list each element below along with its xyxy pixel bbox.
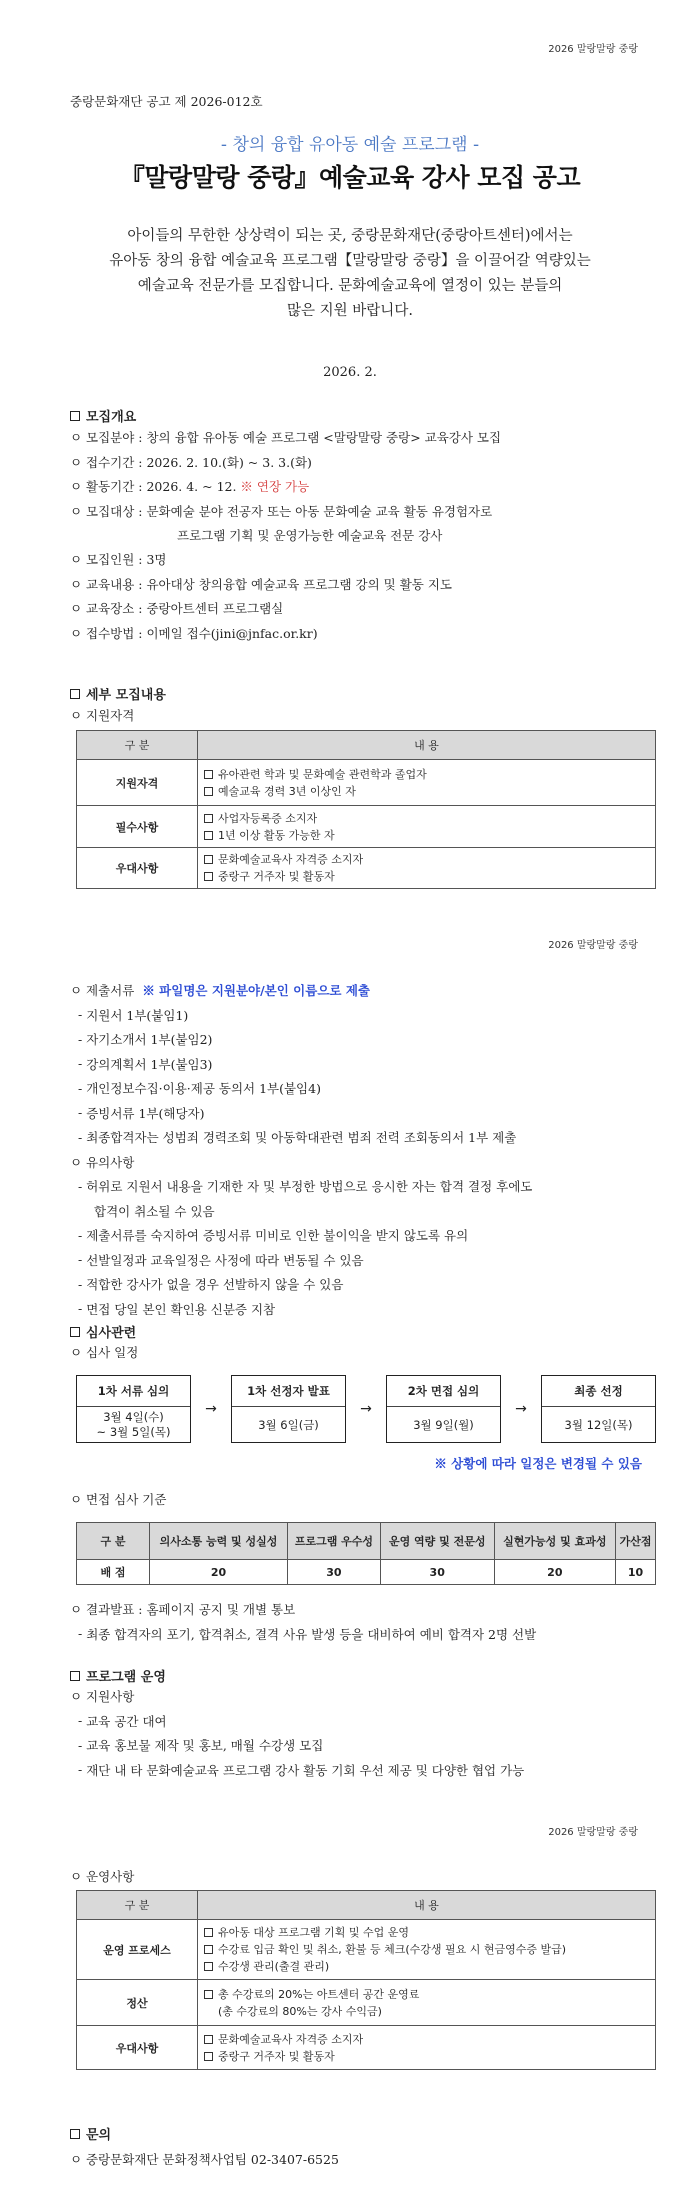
schedule-step: 1차 선정자 발표 3월 6일(금) (231, 1375, 346, 1443)
header-tag: 2026 말랑말랑 중랑 (548, 1827, 638, 1838)
operation-label: ㅇ 운영사항 (70, 1869, 135, 1884)
list-item: ㅇ 결과발표 : 홈페이지 공지 및 개별 통보 (70, 1602, 296, 1618)
list-item: - 자기소개서 1부(붙임2) (78, 1031, 213, 1048)
intro-line: 아이들의 무한한 상상력이 되는 곳, 중랑문화재단(중랑아트센터)에서는 (127, 228, 573, 244)
table-row: 정산 총 수강료의 20%는 아트센터 공간 운영료 (총 수강료의 80%는 강사 수익금) (77, 1980, 656, 2026)
list-item: - 적합한 강사가 없을 경우 선발하지 않을 수 있음 (78, 1276, 344, 1293)
extension-note: ※ 연장 가능 (240, 479, 310, 495)
list-item: - 최종합격자는 성범죄 경력조회 및 아동학대관련 범죄 전력 조회동의서 1부 제출 (78, 1129, 517, 1146)
table-row: 필수사항 사업자등록증 소지자 1년 이상 활동 가능한 자 (77, 806, 656, 848)
list-item: ㅇ 접수방법 : 이메일 접수(jini@jnfac.or.kr) (70, 625, 318, 641)
list-item: - 개인정보수집·이용·제공 동의서 1부(붙임4) (78, 1080, 321, 1097)
checkbox-square-icon (204, 1962, 213, 1971)
square-bullet-icon (70, 2129, 80, 2139)
list-item-continuation: 프로그램 기획 및 운영가능한 예술교육 전문 강사 (177, 528, 443, 543)
notice-number: 중랑문화재단 공고 제 2026-012호 (70, 94, 263, 109)
checkbox-square-icon (204, 770, 213, 779)
result-list (70, 1597, 650, 1646)
qualification-label: ㅇ 지원자격 (70, 708, 135, 723)
schedule-step: 1차 서류 심의 3월 4일(수) ~ 3월 5일(목) (76, 1375, 191, 1443)
list-item: ㅇ 활동기간 : 2026. 4. ~ 12. ※ 연장 가능 (70, 479, 310, 495)
list-item: ㅇ 교육장소 : 중랑아트센터 프로그램실 (70, 601, 284, 617)
arrow-right-icon: → (515, 1401, 527, 1417)
schedule-change-note: ※ 상황에 따라 일정은 변경될 수 있음 (434, 1456, 642, 1471)
schedule-step: 최종 선정 3월 12일(목) (541, 1375, 656, 1443)
filename-notice: ※ 파일명은 지원분야/본인 이름으로 제출 (142, 983, 370, 999)
list-item: ㅇ 모집인원 : 3명 (70, 552, 167, 568)
table-row: 지원자격 유아관련 학과 및 문화예술 관련학과 졸업자 예술교육 경력 3년 이상인 자 (77, 760, 656, 806)
list-item: - 선발일정과 교육일정은 사정에 따라 변동될 수 있음 (78, 1252, 364, 1268)
table-row: 배 점 20 30 30 20 10 (77, 1560, 656, 1585)
review-schedule-flow (76, 1375, 656, 1445)
contact-info: ㅇ 중랑문화재단 문화정책사업팀 02-3407-6525 (70, 2152, 339, 2167)
section-operation-heading: 프로그램 운영 (70, 1666, 166, 1685)
square-bullet-icon (70, 1327, 80, 1337)
support-list (70, 1684, 650, 1782)
list-item: ㅇ 모집분야 : 창의 융합 유아동 예술 프로그램 <말랑말랑 중랑> 교육강사 모집 (70, 430, 502, 446)
list-item: ㅇ 제출서류 ※ 파일명은 지원분야/본인 이름으로 제출 (70, 983, 370, 999)
list-item: ㅇ 유의사항 (70, 1154, 135, 1170)
list-item: - 강의계획서 1부(붙임3) (78, 1056, 213, 1072)
checkbox-square-icon (204, 831, 213, 840)
section-review-heading: 심사관련 (70, 1322, 136, 1341)
subtitle: - 창의 융합 유아동 예술 프로그램 - (220, 135, 480, 155)
list-item: ㅇ 교육내용 : 유아대상 창의융합 예술교육 프로그램 강의 및 활동 지도 (70, 576, 452, 592)
list-item: - 재단 내 타 문화예술교육 프로그램 강사 활동 기회 우선 제공 및 다양한 협업 가능 (78, 1762, 525, 1778)
square-bullet-icon (70, 1671, 80, 1681)
list-item: ㅇ 지원사항 (70, 1689, 135, 1705)
overview-list (70, 425, 650, 645)
checkbox-square-icon (204, 1990, 213, 1999)
documents-list (70, 978, 650, 1321)
list-item: - 교육 홍보물 제작 및 홍보, 매월 수강생 모집 (78, 1737, 324, 1754)
checkbox-square-icon (204, 1928, 213, 1937)
list-item: - 최종 합격자의 포기, 합격취소, 결격 사유 발생 등을 대비하여 예비 합격자 2명 선발 (78, 1626, 537, 1642)
list-item: ㅇ 모집대상 : 문화예술 분야 전공자 또는 아동 문화예술 교육 활동 유경험자로 (70, 503, 493, 519)
arrow-right-icon: → (360, 1401, 372, 1417)
table-row: 운영 프로세스 유아동 대상 프로그램 기획 및 수업 운영 수강료 입금 확인 및 취소, 환불 등 체크(수강생 필요 시 현금영수증 발급) 수강생 관리(출결 관리) (77, 1920, 656, 1980)
checkbox-square-icon (204, 787, 213, 796)
checkbox-square-icon (204, 855, 213, 864)
checkbox-square-icon (204, 1945, 213, 1954)
table-row: 우대사항 문화예술교육사 자격증 소지자 중랑구 거주자 및 활동자 (77, 2026, 656, 2070)
checkbox-square-icon (204, 872, 213, 881)
checkbox-square-icon (204, 2035, 213, 2044)
section-contact-heading: 문의 (70, 2124, 111, 2143)
list-item: - 증빙서류 1부(해당자) (78, 1105, 205, 1121)
list-item: - 제출서류를 숙지하여 증빙서류 미비로 인한 불이익을 받지 않도록 유의 (78, 1227, 469, 1244)
criteria-label: ㅇ 면접 심사 기준 (70, 1492, 167, 1507)
notice-date: 2026. 2. (323, 365, 377, 380)
operation-table: 구 분 내 용 운영 프로세스 유아동 대상 프로그램 기획 및 수업 운영 수강료 입금 확인 및 취소, 환불 등 체크(수강생 필요 시 현금영수증 발급) 수강생 관리(출결 관리) 정산 총 수강료의 20%는 아트센터 공간 운영료 (총 수강료의 80%는 강사 수익금) 우대사항 문화예술교육사 자격증 소지자 중랑구 거주자 및 활동자 (76, 1890, 656, 2070)
square-bullet-icon (70, 411, 80, 421)
list-item-continuation: 합격이 취소될 수 있음 (94, 1203, 215, 1219)
list-item: - 지원서 1부(붙임1) (78, 1007, 189, 1023)
intro-line: 예술교육 전문가를 모집합니다. 문화예술교육에 열정이 있는 분들의 (137, 278, 563, 294)
section-details-heading: 세부 모집내용 (70, 684, 166, 703)
criteria-table: 구 분 의사소통 능력 및 성실성 프로그램 우수성 운영 역량 및 전문성 실현가능성 및 효과성 가산점 배 점 20 30 30 20 10 (76, 1522, 656, 1585)
page-title: 『말랑말랑 중랑』예술교육 강사 모집 공고 (119, 163, 581, 192)
schedule-label: ㅇ 심사 일정 (70, 1345, 139, 1360)
checkbox-square-icon (204, 814, 213, 823)
list-item: ㅇ 접수기간 : 2026. 2. 10.(화) ~ 3. 3.(화) (70, 454, 312, 470)
schedule-step: 2차 면접 심의 3월 9일(월) (386, 1375, 501, 1443)
checkbox-square-icon (204, 2052, 213, 2061)
header-tag: 2026 말랑말랑 중랑 (548, 940, 638, 951)
intro-paragraph (40, 224, 660, 324)
table-row: 우대사항 문화예술교육사 자격증 소지자 중랑구 거주자 및 활동자 (77, 848, 656, 889)
square-bullet-icon (70, 689, 80, 699)
header-tag: 2026 말랑말랑 중랑 (548, 44, 638, 55)
intro-line: 유아동 창의 융합 예술교육 프로그램【말랑말랑 중랑】을 이끌어갈 역량있는 (109, 253, 591, 269)
list-item: - 교육 공간 대여 (78, 1713, 167, 1729)
list-item: - 면접 당일 본인 확인용 신분증 지참 (78, 1301, 276, 1317)
arrow-right-icon: → (205, 1401, 217, 1417)
qualification-table: 구 분 내 용 지원자격 유아관련 학과 및 문화예술 관련학과 졸업자 예술교육 경력 3년 이상인 자 필수사항 사업자등록증 소지자 1년 이상 활동 가능한 자 우대사항 문화예술교육사 자격증 소지자 중랑구 거주자 및 활동자 (76, 730, 656, 889)
list-item: - 허위로 지원서 내용을 기재한 자 및 부정한 방법으로 응시한 자는 합격 결정 후에도 (78, 1178, 533, 1195)
section-overview-heading: 모집개요 (70, 406, 136, 425)
intro-line: 많은 지원 바랍니다. (287, 303, 413, 319)
